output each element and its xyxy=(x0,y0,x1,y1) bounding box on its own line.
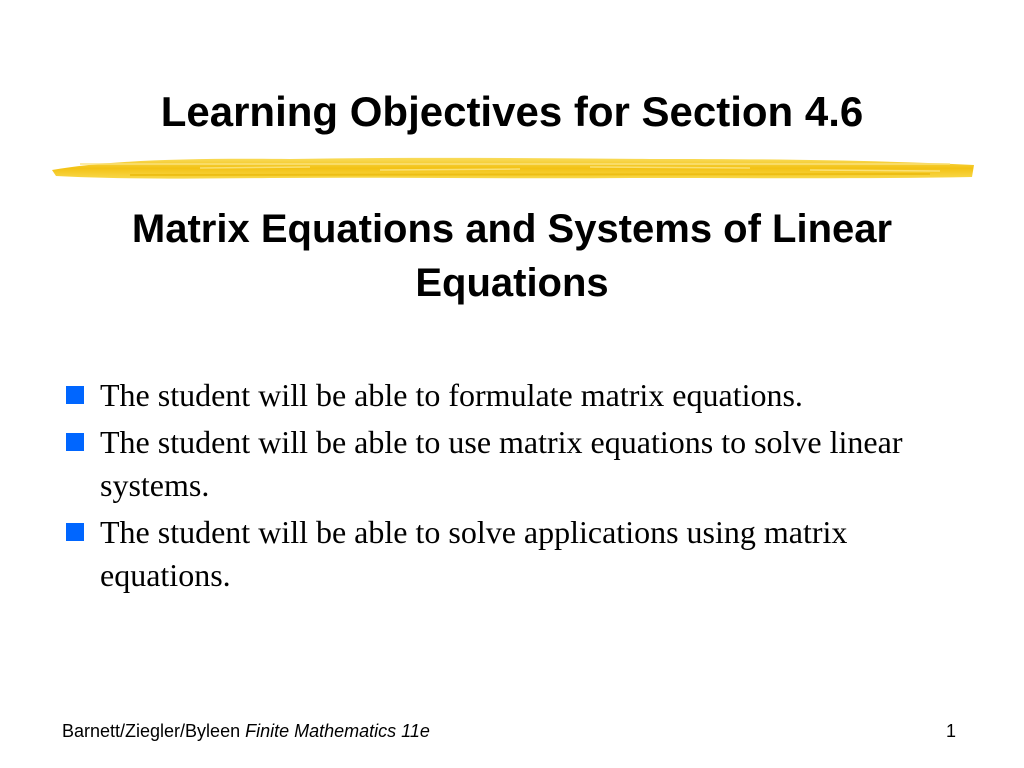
footer-book-title: Finite Mathematics 11e xyxy=(245,721,430,741)
footer-citation xyxy=(62,721,430,742)
objective-text: The student will be able to formulate matrix equations. xyxy=(100,377,803,413)
slide-subtitle: Matrix Equations and Systems of Linear Equations xyxy=(131,207,893,305)
objective-text: The student will be able to use matrix equations to solve linear systems. xyxy=(100,424,903,503)
square-bullet-icon xyxy=(66,386,84,404)
slide-title: Learning Objectives for Section 4.6 xyxy=(160,88,864,135)
square-bullet-icon xyxy=(66,433,84,451)
objective-list xyxy=(62,374,982,601)
objective-item xyxy=(62,421,982,507)
objective-item xyxy=(62,374,982,417)
page-number: 1 xyxy=(945,721,956,741)
objective-item xyxy=(62,511,982,597)
footer-authors: Barnett/Ziegler/Byleen xyxy=(62,721,246,741)
objective-text: The student will be able to solve applications using matrix equations. xyxy=(100,514,848,593)
highlighter-stroke xyxy=(50,148,976,188)
square-bullet-icon xyxy=(66,523,84,541)
